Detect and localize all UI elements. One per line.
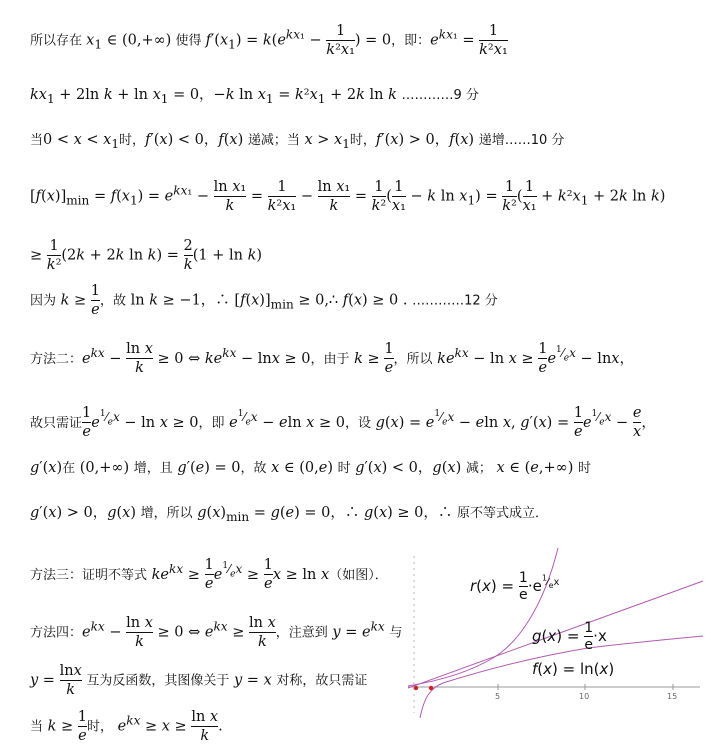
line-4: $[f(x)]_{min} = f(x_1) = e^{kx_1}$ − $\frac{\text{ln x₁}}{k}$ = $\frac{1}{\text{k²x₁}}$ − $\frac{\text{ln x₁}}{k}$ = $\frac{1}{\text{k²}}$ ( $\frac{1}{\text{x₁}}$ − k $\ln x_1$) = $\frac{1}{\text{k²}}$ ( $\frac{1}{\text{x₁}}$ + $k^2x_1 + 2k$ ln k) bbox=[30, 179, 666, 214]
line-7: 方法二：$e^{kx}$ − $\frac{\text{ln x}}{k}$ ≥ 0 ⇔ $ke^{kx} - \ln x \ge 0$，由于 k ≥ $\frac{1}{e}$ ，所以 $ke^{kx} - \ln x$ ≥ $\frac{1}{e}$ $e^{^1⁄_ex} - \ln x$， bbox=[30, 341, 634, 377]
line-5: ≥ $\frac{1}{\text{k²}}$ (2k + 2k ln k) = $\frac{2}{k}$ (1 + ln k) bbox=[30, 238, 263, 273]
x-tick-10: 10 bbox=[579, 692, 590, 701]
line-2: $kx_1 + 2\ln$ $k + \ln x_1 = 0$，−k $\ln x_1 = k^2x_1 + 2k$ ln k …………9 分 bbox=[30, 87, 479, 106]
line-11: 方法三：证明不等式 $ke^{kx}$ ≥ $\frac{1}{e}$ $e^{^1⁄_ex}$ ≥ $\frac{1}{e}$ x ≥ ln x（如图）． bbox=[30, 557, 388, 593]
line-3: 当$0 < x < x_1$时，f′(x) < 0，f(x) 递减；当 $x > x_1$时，f′(x) > 0，f(x) 递增……10 分 bbox=[30, 132, 565, 151]
line-12: 方法四：$e^{kx}$ − $\frac{\text{ln x}}{k}$ ≥ 0 ⇔ $e^{kx}$ ≥ $\frac{\text{ln x}}{k}$ ，注意到 $y = e^{kx}$ 与 bbox=[30, 615, 403, 650]
point-marker-1 bbox=[414, 686, 418, 690]
point-marker-2 bbox=[429, 686, 433, 690]
label-r: r(x) = $\frac{1}{e}$ $\cdot e^{^1⁄_ex}$ bbox=[470, 570, 560, 603]
label-g: g(x) = $\frac{1}{e}$ ·x bbox=[532, 620, 607, 653]
x-axis bbox=[408, 684, 700, 690]
x-tick-5: 5 bbox=[495, 692, 501, 701]
line-13: y = $\frac{\ln x}{k}$ 互为反函数，其图像关于 y = x 对称，故只需证 bbox=[30, 663, 368, 698]
line-1: 所以存在 $x_1$ ∈ (0,+∞) 使得 $f'(x_1) = k(e^{kx_1}$ − $\frac{1}{\text{k²x₁}}$ ) = 0，即：$e^{kx_1}$ = $\frac{1}{\text{k²x₁}}$ bbox=[30, 23, 508, 58]
line-6: 因为 k ≥ $\frac{1}{e}$ ，故 ln k ≥ −1，∴ $[f(x)]_{min}$ ≥ 0,∴ f(x) ≥ 0 . …………12 分 bbox=[30, 283, 498, 318]
line-9: g′(x)在 (0,+∞) 增，且 g′(e) = 0，故 x ∈ (0,e) 时 g′(x) < 0，g(x) 减； x ∈ (e,+∞) 时 bbox=[30, 460, 591, 476]
line-10: g′(x) > 0，g(x) 增，所以 $g(x)_{min} = g(e) = 0$，∴ g(x) ≥ 0，∴ 原不等式成立． bbox=[30, 505, 549, 524]
line-8: 故只需证 $\frac{1}{e}$ $e^{^1⁄_ex} - \ln x \ge 0$，即 $e^{^1⁄_ex} - eln$ x ≥ 0，设 $g(x) = e^{^1⁄_ex} - eln$ x, g′(x) = $\frac{1}{e}$ $e^{^1⁄_ex}$ − $\frac{e}{x}$ ， bbox=[30, 405, 656, 441]
function-graph bbox=[408, 548, 708, 718]
label-f: f(x) = ln(x) bbox=[532, 660, 615, 678]
x-tick-15: 15 bbox=[667, 692, 678, 701]
line-14: 当 k ≥ $\frac{1}{e}$ 时， $e^{kx} \ge x$ ≥ $\frac{\text{ln x}}{k}$ . bbox=[30, 709, 223, 744]
